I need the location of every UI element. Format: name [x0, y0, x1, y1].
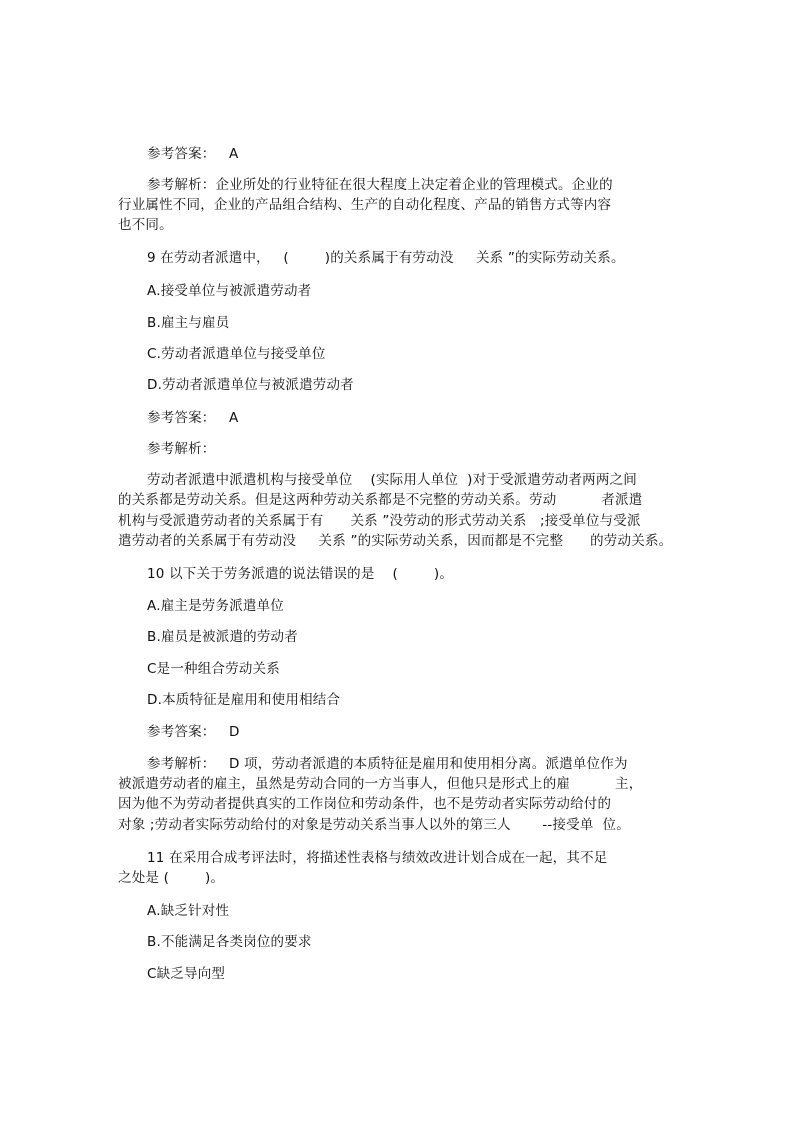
question-11-line-1: 11 在采用合成考评法时，将描述性表格与绩效改进计划合成在一起，其不足	[147, 850, 608, 866]
question-10-line: 10 以下关于劳务派遣的说法错误的是 ( )。	[147, 566, 454, 582]
q10-option-c: C是一种组合劳动关系	[147, 661, 280, 677]
question-11-line-2: 之处是 ( )。	[118, 870, 225, 886]
q9-option-b: B.雇主与雇员	[147, 315, 230, 331]
analysis-9-label: 参考解析：	[147, 441, 216, 457]
q9-option-a: A.接受单位与被派遣劳动者	[147, 283, 312, 299]
analysis-9-line-3: 机构与受派遣劳动者的关系属于有 关系 ”没劳动的形式劳动关系 ;接受单位与受派	[118, 513, 641, 529]
q11-option-b: B.不能满足各类岗位的要求	[147, 934, 312, 950]
q9-option-c: C.劳动者派遣单位与接受单位	[147, 346, 326, 362]
analysis-10-line-1: 参考解析： D 项，劳动者派遣的本质特征是雇用和使用相分离。派遣单位作为	[147, 756, 628, 772]
analysis-8-line-1: 参考解析：企业所处的行业特征在很大程度上决定着企业的管理模式。企业的	[147, 177, 613, 193]
q9-option-d: D.劳动者派遣单位与被派遣劳动者	[147, 377, 354, 393]
question-9-line: 9 在劳动者派遣中， ( )的关系属于有劳动没 关系 ”的实际劳动关系。	[147, 250, 625, 266]
q10-option-d: D.本质特征是雇用和使用相结合	[147, 692, 341, 708]
q10-option-a: A.雇主是劳务派遣单位	[147, 598, 284, 614]
analysis-10-line-2: 被派遣劳动者的雇主，虽然是劳动合同的一方当事人，但他只是形式上的雇 主，	[118, 776, 643, 792]
q11-option-a: A.缺乏针对性	[147, 903, 230, 919]
analysis-8-line-2: 行业属性不同，企业的产品组合结构、生产的自动化程度、产品的销售方式等内容	[118, 197, 612, 213]
analysis-9-line-4: 遣劳动者的关系属于有劳动没 关系 ”的实际劳动关系，因而都是不完整 的劳动关系。	[118, 533, 673, 549]
analysis-9-line-2: 的关系都是劳动关系。但是这两种劳动关系都是不完整的劳动关系。劳动 者派遣	[118, 492, 643, 508]
analysis-8-line-3: 也不同。	[118, 217, 173, 233]
analysis-9-line-1: 劳动者派遣中派遣机构与接受单位 (实际用人单位 )对于受派遣劳动者两两之间	[147, 472, 637, 488]
answer-8-line: 参考答案： A	[147, 146, 239, 162]
analysis-10-line-4: 对象 ;劳动者实际劳动给付的对象是劳动关系当事人以外的第三人 --接受单 位。	[118, 817, 630, 833]
answer-10-line: 参考答案： D	[147, 724, 240, 740]
q11-option-c: C缺乏导向型	[147, 966, 226, 982]
analysis-10-line-3: 因为他不为劳动者提供真实的工作岗位和劳动条件，也不是劳动者实际劳动给付的	[118, 796, 612, 812]
q10-option-b: B.雇员是被派遣的劳动者	[147, 629, 298, 645]
answer-9-line: 参考答案： A	[147, 410, 239, 426]
